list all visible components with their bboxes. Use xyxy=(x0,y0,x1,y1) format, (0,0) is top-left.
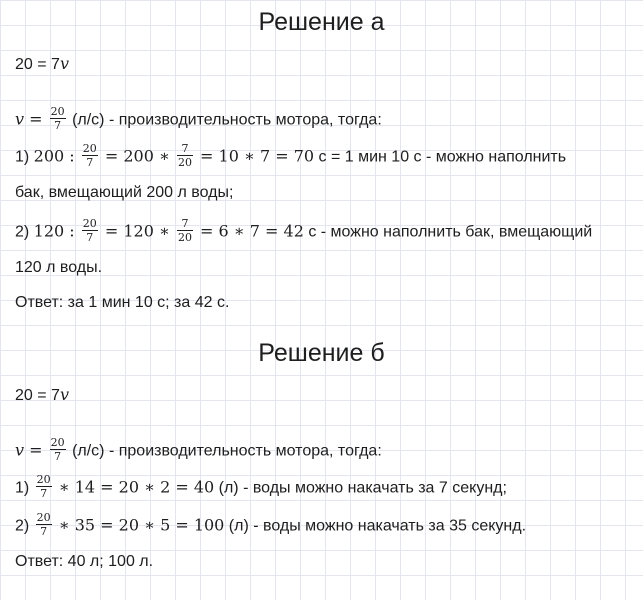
fraction-numerator: 20 xyxy=(36,473,51,486)
expression-part: = 6 ∗ 7 = 42 xyxy=(194,221,304,241)
section-b-equation-1 xyxy=(15,385,69,406)
section-b-title: Решение б xyxy=(258,339,385,367)
fraction xyxy=(50,437,66,462)
section-b-step-2 xyxy=(15,511,527,539)
equals-sign: = xyxy=(24,440,48,460)
expression-part: ∗ 14 = 20 ∗ 2 = 40 xyxy=(53,477,215,497)
fraction-numerator: 20 xyxy=(82,142,97,155)
section-b-equation-2 xyxy=(15,436,382,464)
step-text: (л) - воды можно накачать за 35 секунд. xyxy=(224,517,527,535)
step-text: с - можно наполнить бак, вмещающий xyxy=(303,223,593,241)
equation-text: (л/с) - производительность мотора, тогда: xyxy=(67,442,382,460)
expression-part: ∗ 35 = 20 ∗ 5 = 100 xyxy=(53,515,225,535)
fraction-numerator: 20 xyxy=(50,436,65,449)
equals-sign: = xyxy=(24,109,48,129)
section-a-title: Решение а xyxy=(258,8,385,36)
section-a-answer: Ответ: за 1 мин 10 с; за 42 с. xyxy=(15,294,230,311)
fraction-numerator: 20 xyxy=(50,105,65,118)
section-a-step-2-continuation: 120 л воды. xyxy=(15,259,103,276)
fraction xyxy=(50,106,66,131)
equation-lhs: 20 = 7 xyxy=(15,387,60,404)
step-text: (л) - воды можно накачать за 7 секунд; xyxy=(214,479,507,497)
fraction xyxy=(82,143,98,168)
fraction xyxy=(177,218,193,243)
expression-part: = 120 ∗ xyxy=(99,221,175,241)
section-b-answer: Ответ: 40 л; 100 л. xyxy=(15,553,154,570)
variable-v: v xyxy=(59,385,69,404)
expression-part: 120 : xyxy=(33,221,80,241)
step-number: 1) xyxy=(15,479,34,497)
fraction xyxy=(177,143,193,168)
fraction-denominator: 7 xyxy=(40,525,48,538)
section-b-step-1 xyxy=(15,473,507,501)
step-number: 2) xyxy=(15,223,34,241)
equation-text: (л/с) - производительность мотора, тогда: xyxy=(67,111,382,129)
section-a-step-1-continuation: бак, вмещающий 200 л воды; xyxy=(15,184,234,201)
section-a-step-2 xyxy=(15,217,593,245)
variable-v: v xyxy=(15,440,25,460)
fraction-denominator: 7 xyxy=(54,119,62,132)
expression-part: = 10 ∗ 7 = 70 xyxy=(194,146,315,166)
fraction-denominator: 20 xyxy=(177,231,192,244)
fraction xyxy=(36,474,52,499)
section-a-equation-1 xyxy=(15,54,69,75)
step-number: 2) xyxy=(15,517,34,535)
fraction-denominator: 7 xyxy=(86,156,94,169)
fraction-denominator: 7 xyxy=(40,487,48,500)
fraction-numerator: 20 xyxy=(82,217,97,230)
step-text: с = 1 мин 10 с - можно наполнить xyxy=(314,148,567,166)
step-number: 1) xyxy=(15,148,34,166)
fraction xyxy=(82,218,98,243)
expression-part: = 200 ∗ xyxy=(99,146,175,166)
fraction-numerator: 20 xyxy=(36,511,51,524)
fraction-numerator: 7 xyxy=(177,143,193,156)
equation-lhs: 20 = 7 xyxy=(15,56,60,73)
fraction-denominator: 7 xyxy=(54,450,62,463)
variable-v: v xyxy=(15,109,25,129)
section-a-step-1 xyxy=(15,142,567,170)
fraction-denominator: 7 xyxy=(86,231,94,244)
fraction xyxy=(36,512,52,537)
section-a-equation-2 xyxy=(15,105,382,133)
expression-part: 200 : xyxy=(33,146,80,166)
variable-v: v xyxy=(59,54,69,73)
fraction-numerator: 7 xyxy=(177,218,193,231)
fraction-denominator: 20 xyxy=(177,156,192,169)
